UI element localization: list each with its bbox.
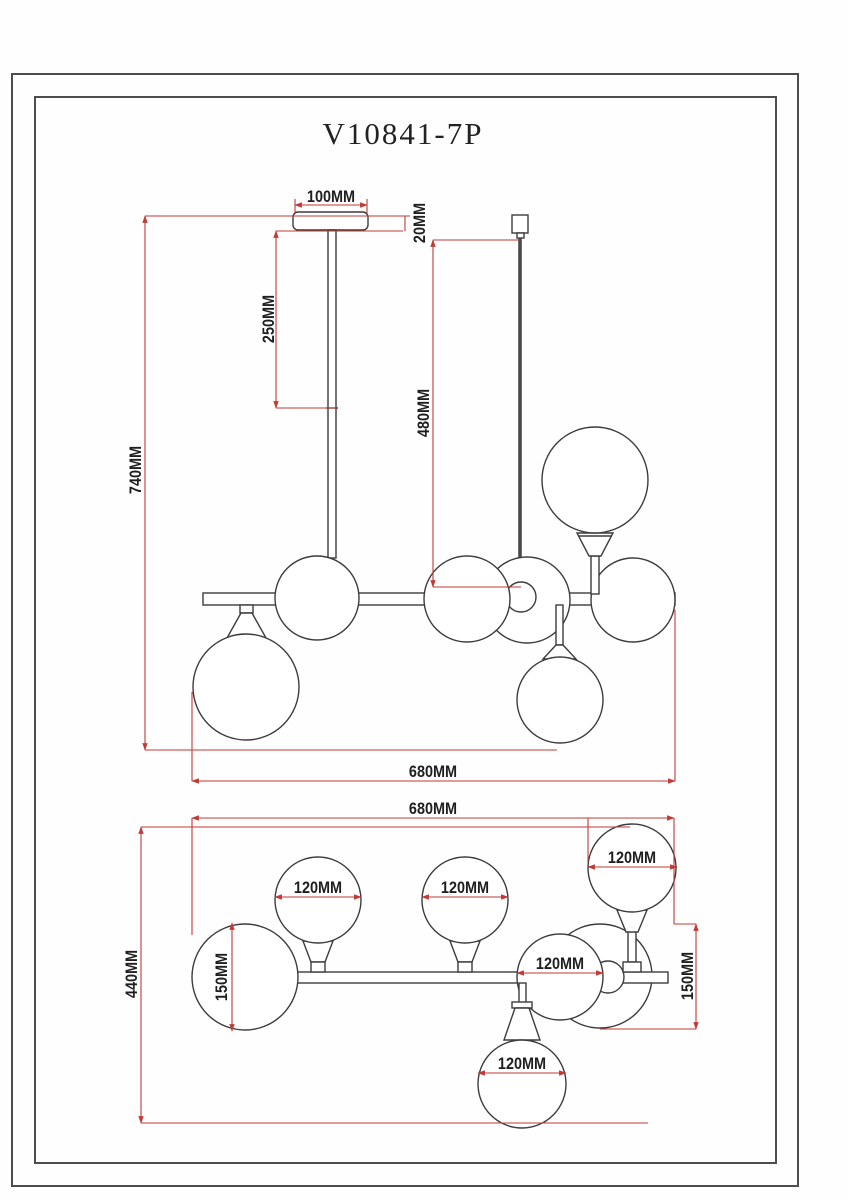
ceiling-canopy [293,212,368,230]
globe-bottom-cap [512,1002,532,1008]
glass-globe-top2 [422,857,508,943]
dim-cord-length: 480MM [414,388,434,438]
globe-bottom-cone [504,1008,540,1040]
dim-overall-depth: 440MM [122,949,142,999]
riser-rod [591,556,599,594]
dim-overall-width-side: 680MM [408,762,458,782]
globe2-block [458,962,472,972]
cord-grip [512,215,528,233]
dim-canopy-height: 20MM [410,202,430,244]
dim-stem-length: 250MM [259,294,279,344]
glass-globe-right-on-bar [591,558,675,642]
globe1-cone [303,941,333,962]
glass-globe-top-right [588,824,676,912]
top-view [123,800,697,1128]
dim-overall-height: 740MM [126,445,146,495]
globe2-cone [450,941,480,962]
globe1-block [311,962,325,972]
dim-globe-bottom: 120MM [497,1054,547,1074]
dim-globe-top2: 120MM [440,878,490,898]
glass-globe-top1 [275,857,361,943]
glass-globe-bottom [478,1040,566,1128]
dim-globe-top-right: 120MM [607,848,657,868]
glass-globe-lower-left [193,634,299,740]
hanging-stem [328,230,336,558]
cord-grip-nipple [517,233,524,238]
glass-globe-lower-right [517,657,603,743]
globe3-block [623,962,641,972]
glass-globe-center [424,556,510,642]
outer-frame [12,74,798,1186]
right-drop-rod [556,605,563,645]
dim-globe-top1: 120MM [293,878,343,898]
glass-globe-left-on-bar [275,556,359,640]
inner-frame [35,97,776,1163]
dim-large-globe-left: 150MM [212,952,232,1002]
left-drop-block [240,605,253,613]
model-number-title: V10841-7P [322,116,484,151]
dim-large-globe-right: 150MM [678,951,698,1001]
globe3-rod [628,930,636,962]
glass-globe-left-large-top [192,924,298,1030]
dim-globe-center: 120MM [535,954,585,974]
dim-canopy-width: 100MM [306,187,356,207]
glass-globe-upper-right [542,427,648,533]
side-view [127,188,675,781]
dim-overall-width-top: 680MM [408,799,458,819]
